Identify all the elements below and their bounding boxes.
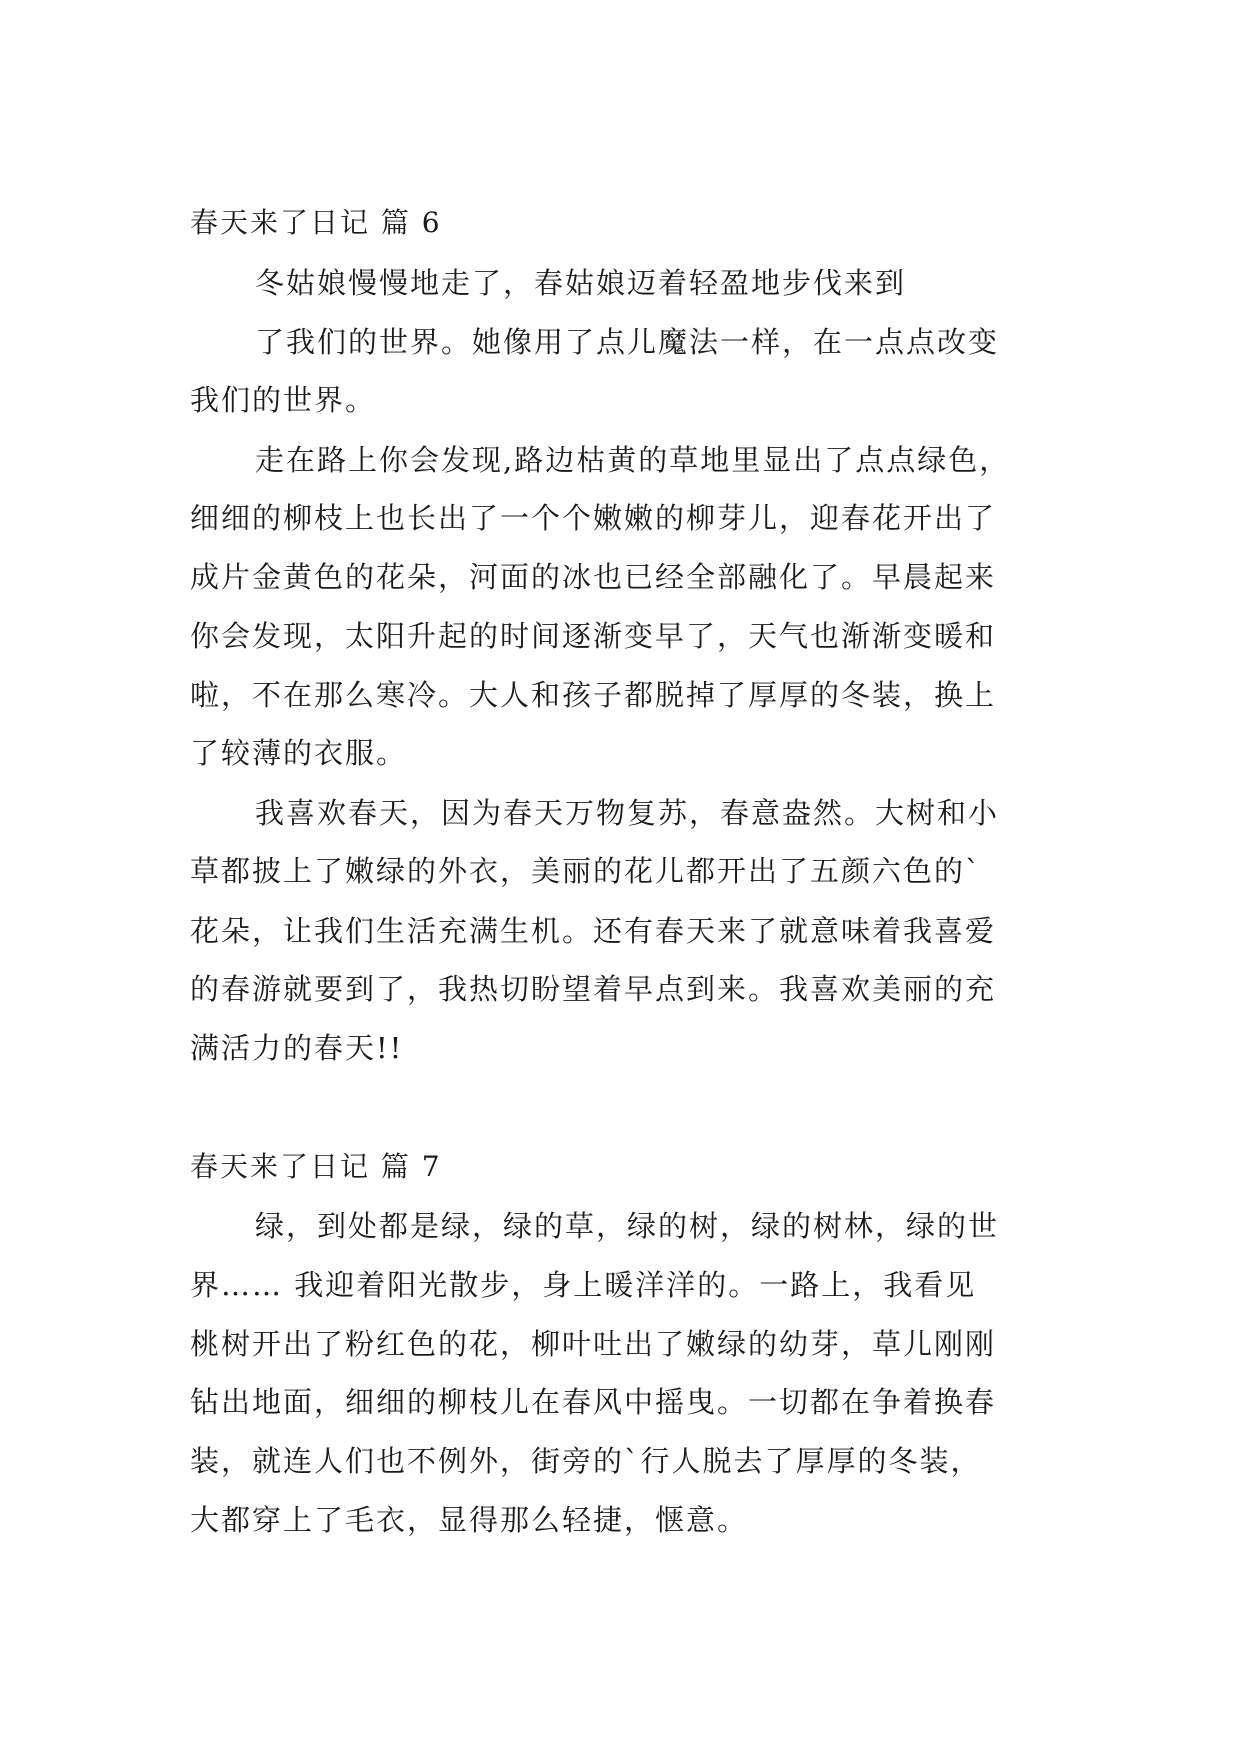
paragraph-line: 我喜欢春天，因为春天万物复苏，春意盎然。大树和小 bbox=[255, 796, 1000, 830]
section-heading: 春天来了日记 篇 7 bbox=[190, 1150, 442, 1183]
paragraph-line: 钻出地面，细细的柳枝儿在春风中摇曳。一切都在争着换春 bbox=[190, 1385, 997, 1419]
paragraph-line: 成片金黄色的花朵，河面的冰也已经全部融化了。早晨起来 bbox=[190, 560, 997, 594]
paragraph-line: 我们的世界。 bbox=[190, 383, 377, 417]
paragraph-line: 满活力的春天!! bbox=[190, 1031, 404, 1065]
paragraph-line: 啦，不在那么寒冷。大人和孩子都脱掉了厚厚的冬装，换上 bbox=[190, 678, 997, 712]
paragraph-line: 了较薄的衣服。 bbox=[190, 736, 408, 770]
paragraph-line: 花朵，让我们生活充满生机。还有春天来了就意味着我喜爱 bbox=[190, 914, 997, 948]
section-heading: 春天来了日记 篇 6 bbox=[190, 206, 442, 239]
paragraph-line: 了我们的世界。她像用了点儿魔法一样，在一点点改变 bbox=[255, 325, 1000, 359]
paragraph-line: 界…… 我迎着阳光散步，身上暖洋洋的。一路上，我看见 bbox=[190, 1268, 977, 1302]
paragraph-line: 绿，到处都是绿，绿的草，绿的树，绿的树林，绿的世 bbox=[255, 1209, 1000, 1243]
paragraph-line: 细细的柳枝上也长出了一个个嫩嫩的柳芽儿，迎春花开出了 bbox=[190, 501, 997, 535]
paragraph-line: 装，就连人们也不例外，街旁的`行人脱去了厚厚的冬装， bbox=[190, 1444, 982, 1478]
paragraph-line: 的春游就要到了，我热切盼望着早点到来。我喜欢美丽的充 bbox=[190, 972, 997, 1006]
paragraph-line: 冬姑娘慢慢地走了，春姑娘迈着轻盈地步伐来到 bbox=[255, 266, 907, 300]
paragraph-line: 大都穿上了毛衣，显得那么轻捷，惬意。 bbox=[190, 1503, 749, 1537]
paragraph-line: 你会发现，太阳升起的时间逐渐变早了，天气也渐渐变暖和 bbox=[190, 619, 997, 653]
paragraph-line: 草都披上了嫩绿的外衣，美丽的花儿都开出了五颜六色的` bbox=[190, 854, 982, 888]
paragraph-line: 桃树开出了粉红色的花，柳叶吐出了嫩绿的幼芽，草儿刚刚 bbox=[190, 1327, 997, 1361]
paragraph-line: 走在路上你会发现,路边枯黄的草地里显出了点点绿色， bbox=[255, 443, 1011, 477]
